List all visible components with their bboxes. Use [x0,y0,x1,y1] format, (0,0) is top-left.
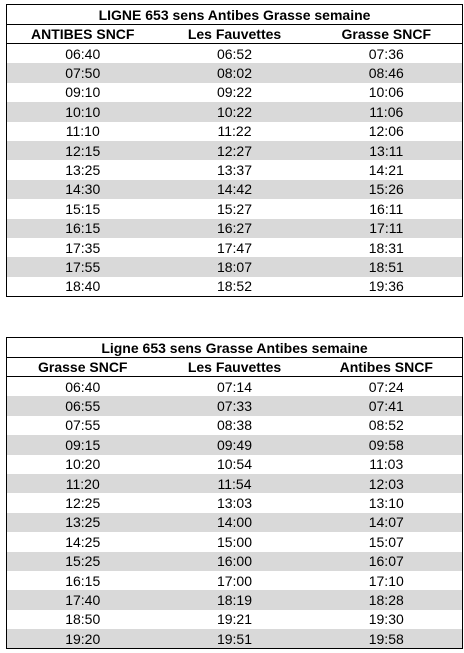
table-row [7,377,463,397]
arrival-time-cell: 18:51 [311,257,463,276]
stop-time-cell: 13:37 [216,162,253,179]
table-row [7,238,463,257]
arrival-time-cell: 18:28 [311,590,463,609]
arrival-time-cell: 19:36 [368,278,404,295]
table-row [7,219,463,238]
departure-time-cell: 15:25 [7,552,159,571]
arrival-time-cell: 13:10 [368,495,404,512]
table-row [7,160,463,179]
table-row [7,63,463,82]
timetable-grasse-antibes [6,337,463,649]
arrival-time-cell: 19:58 [311,629,463,649]
arrival-time-cell: 08:46 [311,63,463,82]
arrival-time-cell: 07:24 [368,378,404,395]
departure-time-cell: 17:55 [7,257,159,276]
arrival-time-cell: 14:21 [368,162,404,179]
departure-time-cell: 14:30 [7,180,159,199]
departure-time-cell: 11:10 [65,123,100,140]
departure-time-cell: 06:40 [65,378,101,395]
arrival-time-cell: 17:10 [368,572,404,589]
arrival-time-cell: 12:03 [311,474,463,493]
stop-time-cell: 16:00 [159,552,311,571]
arrival-time-cell: 07:36 [368,45,404,62]
table-row [7,610,463,629]
stop-time-cell: 18:52 [216,278,253,295]
arrival-time-cell: 11:03 [369,456,404,473]
departure-time-cell: 10:10 [7,102,159,121]
departure-time-cell: 11:20 [7,474,159,493]
stop-time-cell: 06:52 [216,45,253,62]
table-row [7,493,463,512]
column-header-departure: ANTIBES SNCF [7,25,159,44]
stop-time-cell: 07:14 [216,378,253,395]
table-row [7,474,463,493]
table-row [7,513,463,532]
table-row [7,552,463,571]
table-row [7,396,463,415]
departure-time-cell: 14:25 [65,533,101,550]
arrival-time-cell: 10:06 [368,84,404,101]
departure-time-cell: 13:25 [7,513,159,532]
table-row [7,199,463,218]
stop-time-cell: 12:27 [159,141,311,160]
stop-time-cell: 15:00 [216,533,253,550]
timetable-body [7,44,463,297]
table-row [7,532,463,551]
table-title: LIGNE 653 sens Antibes Grasse semaine [7,5,463,25]
table-row [7,122,463,141]
stop-time-cell: 15:27 [216,200,253,217]
table-row [7,277,463,297]
timetable-antibes-grasse [6,4,463,297]
arrival-time-cell: 18:31 [368,239,404,256]
departure-time-cell: 17:35 [65,239,101,256]
arrival-time-cell: 08:52 [368,417,404,434]
departure-time-cell: 07:55 [65,417,101,434]
departure-time-cell: 18:50 [65,611,101,628]
arrival-time-cell: 14:07 [311,513,463,532]
arrival-time-cell: 11:06 [311,102,463,121]
departure-time-cell: 16:15 [7,219,159,238]
departure-time-cell: 17:40 [7,590,159,609]
table-row [7,455,463,474]
departure-time-cell: 15:15 [65,200,101,217]
table-row [7,416,463,435]
departure-time-cell: 16:15 [65,572,101,589]
arrival-time-cell: 12:06 [368,123,404,140]
table-row [7,571,463,590]
departure-time-cell: 09:10 [65,84,101,101]
stop-time-cell: 08:02 [159,63,311,82]
stop-time-cell: 19:21 [216,611,253,628]
timetable-body [7,377,463,649]
table-title: Ligne 653 sens Grasse Antibes semaine [7,338,463,358]
departure-time-cell: 09:15 [7,435,159,454]
table-row [7,629,463,649]
arrival-time-cell: 07:41 [311,396,463,415]
stop-time-cell: 16:27 [159,219,311,238]
arrival-time-cell: 13:11 [311,141,463,160]
table-row [7,180,463,199]
table-row [7,435,463,454]
stop-time-cell: 08:38 [216,417,253,434]
column-header-row [7,358,463,377]
stop-time-cell: 17:47 [216,239,253,256]
table-row [7,102,463,121]
departure-time-cell: 19:20 [7,629,159,649]
departure-time-cell: 12:25 [65,495,101,512]
stop-time-cell: 14:42 [159,180,311,199]
departure-time-cell: 07:50 [7,63,159,82]
stop-time-cell: 09:22 [216,84,253,101]
stop-time-cell: 11:54 [159,474,311,493]
column-header-stop: Les Fauvettes [159,358,311,377]
departure-time-cell: 18:40 [65,278,101,295]
departure-time-cell: 10:20 [65,456,101,473]
column-header-departure: Grasse SNCF [7,358,159,377]
stop-time-cell: 10:54 [216,456,253,473]
stop-time-cell: 07:33 [159,396,311,415]
stop-time-cell: 09:49 [159,435,311,454]
stop-time-cell: 10:22 [159,102,311,121]
stop-time-cell: 13:03 [216,495,253,512]
column-header-arrival: Grasse SNCF [311,25,463,44]
table-row [7,141,463,160]
stop-time-cell: 18:19 [159,590,311,609]
stop-time-cell: 11:22 [217,123,252,140]
table-row [7,83,463,102]
arrival-time-cell: 16:11 [369,200,404,217]
table-row [7,590,463,609]
departure-time-cell: 13:25 [65,162,101,179]
arrival-time-cell: 15:26 [311,180,463,199]
departure-time-cell: 06:40 [65,45,101,62]
column-header-row [7,25,463,44]
column-header-arrival: Antibes SNCF [311,358,463,377]
stop-time-cell: 19:51 [159,629,311,649]
arrival-time-cell: 17:11 [311,219,463,238]
departure-time-cell: 06:55 [7,396,159,415]
arrival-time-cell: 19:30 [368,611,404,628]
arrival-time-cell: 15:07 [368,533,404,550]
stop-time-cell: 17:00 [216,572,253,589]
stop-time-cell: 14:00 [159,513,311,532]
arrival-time-cell: 16:07 [311,552,463,571]
departure-time-cell: 12:15 [7,141,159,160]
arrival-time-cell: 09:58 [311,435,463,454]
table-row [7,257,463,276]
table-row [7,44,463,64]
column-header-stop: Les Fauvettes [159,25,311,44]
stop-time-cell: 18:07 [159,257,311,276]
